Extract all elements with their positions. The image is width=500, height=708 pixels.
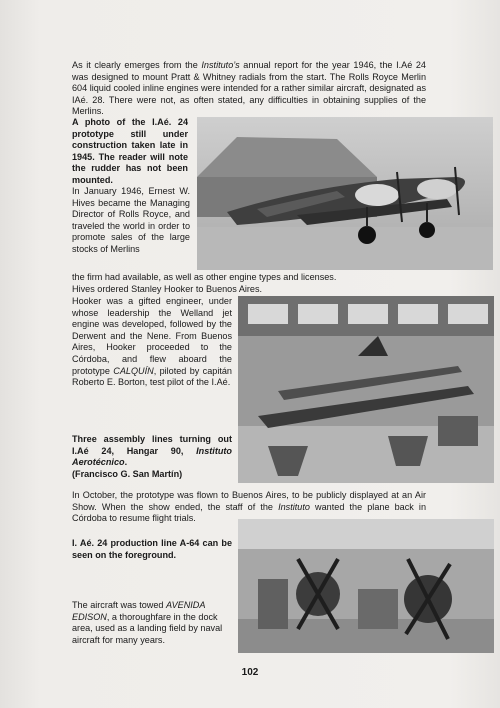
production-line-photo — [238, 519, 494, 653]
october-text-rest: wanted the plane back in Córdoba to resume flight trials. — [72, 501, 427, 524]
prototype-photo — [197, 117, 493, 270]
intro-text: As it clearly emerges from the — [72, 60, 202, 70]
caption2-text: Three assembly lines turning out I.Aé 24, Hangar 90, — [72, 434, 232, 456]
photo2-caption — [72, 434, 232, 480]
january-paragraph-continued: the firm had available, as well as other engine types and licenses. — [72, 272, 337, 282]
prototype-aircraft-image — [197, 117, 493, 270]
towed-text: The aircraft was towed — [72, 600, 167, 610]
caption2-italic: Instituto Aerotécnico — [72, 445, 232, 468]
intro-text-rest: annual report for the year 1946, the I.Aé 24 was designed to mount Pratt & Whitney radials from the start. The Rolls Royce Merlin 604 liquid cooled inline engines were intended for a rather similar aircraft, designated as IAé. 28. There were not, as often stated, any difficulties in obtaining supplies of the Merlins. — [72, 60, 426, 117]
january-paragraph: In January 1946, Ernest W. Hives became the Managing Director of Rolls Royce, and traveled the world in order to promote sales of the large stocks of Merlins — [72, 186, 190, 254]
photo1-caption: A photo of the I.Aé. 24 prototype still under construction taken late in 1945. The reader will note the rudder has not been mounted. — [72, 117, 188, 185]
towed-paragraph — [72, 600, 232, 646]
intro-paragraph — [72, 60, 426, 118]
caption2-text-rest: . — [124, 457, 128, 468]
october-text: In October, the prototype was flown to Buenos Aires, to be publicly displayed at an Air Show. When the show ended, the staff of the — [72, 490, 426, 512]
hooker-text: Hooker was a gifted engineer, under whose leadership the Welland jet engine was developed, followed by the Derwent and the Nene. From Buenos Aires, Hooker proceeded to the Córdoba, and flew aboard the prototype — [72, 296, 232, 376]
hives-paragraph: Hives ordered Stanley Hooker to Buenos Aires. — [72, 284, 263, 294]
intro-italic: Instituto’s — [201, 60, 240, 70]
photo-credit: (Francisco G. San Martín) — [72, 468, 183, 479]
hooker-italic: CALQUÍN — [113, 365, 154, 376]
towed-text-rest: , a thoroughfare in the dock area, used as a landing field by naval aircraft for many years. — [72, 611, 223, 645]
towed-italic: AVENIDA EDISON — [72, 600, 206, 622]
assembly-lines-photo — [238, 296, 494, 483]
production-line-image — [238, 519, 494, 653]
hangar-assembly-image — [238, 296, 494, 483]
hooker-paragraph — [72, 296, 232, 389]
hooker-text-rest: , piloted by capitán Roberto E. Borton, test pilot of the I.Aé. — [72, 365, 232, 388]
october-italic: Instituto — [278, 501, 310, 512]
photo3-caption: I. Aé. 24 production line A-64 can be seen on the foreground. — [72, 538, 232, 560]
page-number: 102 — [241, 667, 259, 678]
